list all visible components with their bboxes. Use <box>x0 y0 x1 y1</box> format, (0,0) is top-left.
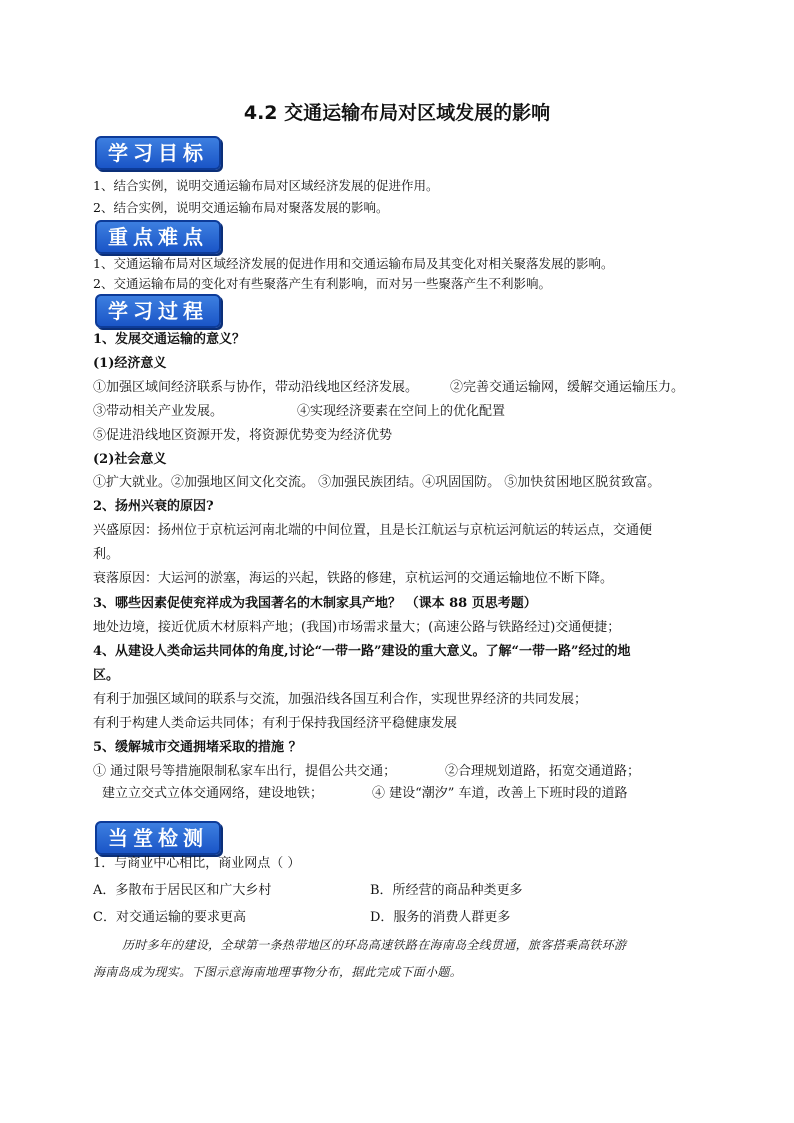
section-badge-process: 学习过程 <box>95 294 221 328</box>
answer-text: 利。 <box>93 547 120 562</box>
goal-item: 1、结合实例，说明交通运输布局对区域经济发展的促进作用。 <box>93 178 439 193</box>
answer-text: 衰落原因：大运河的淤塞，海运的兴起，铁路的修建，京杭运河的交通运输地位不断下降。 <box>93 571 614 586</box>
page-title: 4.2 交通运输布局对区域发展的影响 <box>243 102 551 124</box>
answer-part: ②合理规划道路，拓宽交通道路； <box>445 764 641 779</box>
option-d: D．服务的消费人群更多 <box>370 910 511 925</box>
answer-part: ①加强区域间经济联系与协作，带动沿线地区经济发展。 <box>93 380 419 395</box>
passage-text: 海南岛成为现实。下图示意海南地理事物分布，据此完成下面小题。 <box>93 965 463 979</box>
answer-text <box>93 378 706 398</box>
answer-text: 地处边境，接近优质木材原料产地；(我国)市场需求量大；(高速公路与铁路经过)交通便捷； <box>93 620 621 635</box>
answer-part: ②完善交通运输网，缓解交通运输压力。 <box>450 380 685 395</box>
answer-text: ①扩大就业。②加强地区间文化交流。 ③加强民族团结。④巩固国防。 ⑤加快贫困地区脱贫致富。 <box>93 475 661 490</box>
question-heading: 2、扬州兴衰的原因? <box>93 499 214 514</box>
question-heading: 4、从建设人类命运共同体的角度,讨论“一带一路”建设的重大意义。了解“一带一路”经过的地 <box>93 644 631 659</box>
passage-text: 历时多年的建设，全球第一条热带地区的环岛高速铁路在海南岛全线贯通，旅客搭乘高铁环游 <box>122 938 627 952</box>
answer-text: ⑤促进沿线地区资源开发，将资源优势变为经济优势 <box>93 428 393 443</box>
section-badge-test: 当堂检测 <box>95 821 221 855</box>
answer-part: ④实现经济要素在空间上的优化配置 <box>297 404 506 419</box>
option-c: C．对交通运输的要求更高 <box>93 910 246 925</box>
answer-text: 兴盛原因：扬州位于京杭运河南北端的中间位置，且是长江航运与京杭运河航运的转运点，交通便 <box>93 523 653 538</box>
sub-heading: (1)经济意义 <box>93 356 167 371</box>
goal-item: 2、结合实例，说明交通运输布局对聚落发展的影响。 <box>93 200 389 215</box>
answer-text: 有利于加强区域间的联系与交流，加强沿线各国互利合作，实现世界经济的共同发展； <box>93 692 588 707</box>
section-badge-goals: 学习目标 <box>95 136 221 170</box>
option-row <box>93 881 706 901</box>
question-heading: 5、缓解城市交通拥堵采取的措施 ？ <box>93 740 302 755</box>
answer-part: 建立立交式立体交通网络，建设地铁； <box>102 786 324 801</box>
option-a: A．多散布于居民区和广大乡村 <box>93 883 272 898</box>
option-b: B．所经营的商品种类更多 <box>370 883 523 898</box>
answer-part: ③带动相关产业发展。 <box>93 404 224 419</box>
key-point-item: 1、交通运输布局对区域经济发展的促进作用和交通运输布局及其变化对相关聚落发展的影响。 <box>93 256 614 271</box>
answer-text: 有利于构建人类命运共同体；有利于保持我国经济平稳健康发展 <box>93 716 458 731</box>
sub-heading: (2)社会意义 <box>93 452 167 467</box>
answer-text <box>93 762 706 782</box>
question-heading: 区。 <box>93 668 120 683</box>
answer-part: ① 通过限号等措施限制私家车出行，提倡公共交通； <box>93 764 397 779</box>
option-row <box>93 908 706 928</box>
answer-part: ④ 建设“潮汐” 车道，改善上下班时段的道路 <box>372 786 628 801</box>
answer-text <box>102 784 706 804</box>
question-heading: 3、哪些因素促使兖祥成为我国著名的木制家具产地？ （课本 88 页思考题） <box>93 596 537 611</box>
section-badge-key-points: 重点难点 <box>95 220 221 254</box>
answer-text <box>93 402 706 422</box>
key-point-item: 2、交通运输布局的变化对有些聚落产生有利影响，而对另一些聚落产生不利影响。 <box>93 276 551 291</box>
question-heading: 1、发展交通运输的意义？ <box>93 332 246 347</box>
test-question: 1．与商业中心相比，商业网点（ ） <box>93 856 301 871</box>
